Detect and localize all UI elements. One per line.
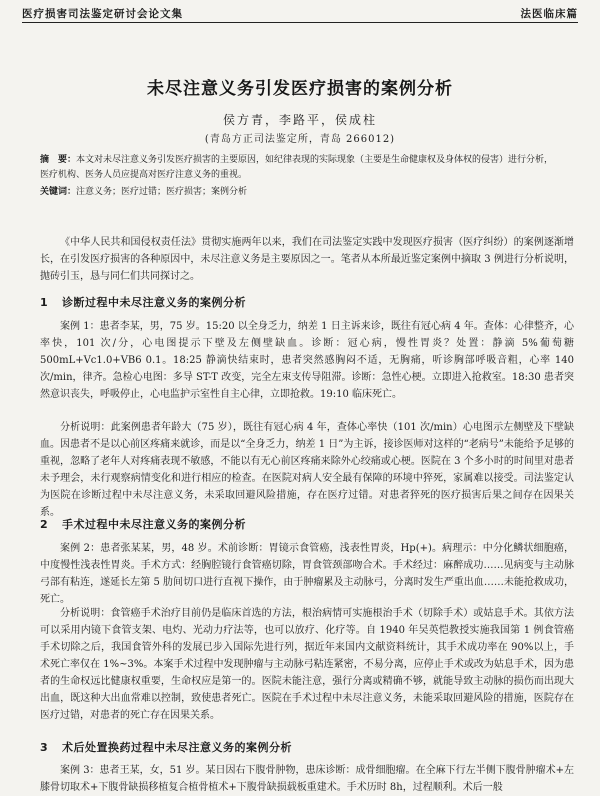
abstract-label: 摘 要： <box>40 155 77 165</box>
running-header-right: 法医临床篇 <box>520 8 578 20</box>
section-3-number: 3 <box>40 741 49 754</box>
keywords-text: 注意义务；医疗过错；医疗损害；案例分析 <box>76 187 248 197</box>
section-2-paragraph-1: 案例 2：患者张某某，男，48 岁。术前诊断：胃镜示食管癌，浅表性胃炎，Hp(+)。病理示：中分化鳞状细胞癌，中度慢性浅表性胃炎。手术方式：经胸腔镜行食管癌切除，胃食管颈部吻合术。手术经过：麻醉成功……见病变与主动脉弓部有粘连，遂延长左第 5 肋间切口进行直视下操作，由于肿瘤累及主动脉弓，分离时发生严重出血……未能抢救成功，死亡。 <box>40 543 574 605</box>
abstract <box>40 153 560 183</box>
section-1-paragraph-1: 案例 1：患者李某，男，75 岁。15:20 以全身乏力，纳差 1 日主诉来诊，既往有冠心病 4 年。查体：心律整齐，心率快，101 次/分，心电图提示下壁及左侧壁缺血。诊断：冠心病，慢性胃炎？处置：静滴 5%葡萄糖 500mL+Vc1.0+VB6 0.1。18:25 静滴快结束时，患者突然感胸闷不适，无胸痛，听诊胸部呼吸音粗，心率 140 次/min，律齐。急检心电图：多导 ST-T 改变，完全左束支传导阻滞。诊断：急性心梗。立即进入抢救室。18:30 患者突然意识丧失，呼吸停止，心电监护示室性自主心律，立即抢救。19:10 临床死亡。 <box>40 321 574 400</box>
keywords <box>40 185 560 199</box>
article-authors: 侯方青，李路平，侯成柱 <box>222 113 377 127</box>
section-1-heading <box>40 294 574 310</box>
intro-paragraph: 《中华人民共和国侵权责任法》贯彻实施两年以来，我们在司法鉴定实践中发现医疗损害（医疗纠纷）的案例逐渐增长，在引发医疗损害的各种原因中，未尽注意义务是主要原因之一。笔者从本所最近鉴定案例中摘取 3 例进行分析说明，抛砖引玉，恳与同仁们共同探讨之。 <box>40 237 574 282</box>
article-affiliation: (青岛方正司法鉴定所，青岛 266012) <box>204 134 396 145</box>
header-rule <box>22 22 578 23</box>
running-header <box>22 6 578 22</box>
section-1-paragraph-2: 分析说明：此案例患者年龄大（75 岁），既往有冠心病 4 年，查体心率快（101 次/min）心电图示左侧壁及下壁缺血。因患者不是以心前区疼痛来就诊，而是以“全身乏力，纳差 1 日”为主诉，接诊医师对这样的“老病号”未能给予足够的重视，忽略了老年人对疼痛表现不敏感，不能以有无心前区疼痛来除外心绞痛或心梗。医院在 3 个多小时的时间里对患者未予理会，未行观察病情变化和进行相应的检查。在医院对病人安全最有保障的环境中猝死，家属难以接受。司法鉴定认为医院在诊断过程中未尽注意义务，未采取回避风险措施，存在医疗过错。对患者猝死的医疗损害后果之间存在因果关系。 <box>40 422 574 518</box>
section-2-number: 2 <box>40 518 49 531</box>
section-1-title: 诊断过程中未尽注意义务的案例分析 <box>62 296 246 309</box>
section-3-heading <box>40 739 574 755</box>
section-2-heading <box>40 516 574 532</box>
section-2-title: 手术过程中未尽注意义务的案例分析 <box>62 518 246 531</box>
article-title: 未尽注意义务引发医疗损害的案例分析 <box>147 79 453 99</box>
running-header-left: 医疗损害司法鉴定研讨会论文集 <box>22 8 183 20</box>
section-2-paragraph-2: 分析说明：食管癌手术治疗目前仍是临床首选的方法，根治病情可实施根治手术（切除手术）或姑息手术。其依方法可以采用内镜下食管支架、电灼、光动力疗法等，也可以放疗、化疗等。自 1940 年吴英恺教授实施我国第 1 例食管癌手术切除之后，我国食管外科的发展已步入国际先进行列，据近年来国内文献资料统计，其手术成功率在 90%以上，手术死亡率仅在 1%~3%。本案手术过程中发现肿瘤与主动脉弓粘连紧密，不易分离，应停止手术或改为姑息手术，因为患者的生命权远比健康权重要，生命权应是第一的。医院未能注意，强行分离或精确不够，就能导致主动脉的损伤而出现大出血，既这种大出血常难以控制，致使患者死亡。医院在手术过程中未尽注意义务，未能采取回避风险的措施，医院存在医疗过错，对患者的死亡存在因果关系。 <box>40 608 574 721</box>
section-3-title: 术后处置换药过程中未尽注意义务的案例分析 <box>62 741 292 754</box>
section-1-number: 1 <box>40 296 49 309</box>
keywords-label: 关键词： <box>40 187 77 197</box>
abstract-text: 本文对未尽注意义务引发医疗损害的主要原因，如纪律表现的实际现象（主要是生命健康权及身体权的侵害）进行分析，医疗机构、医务人员应提高对医疗注意义务的重视。 <box>40 155 554 180</box>
section-3-paragraph-1: 案例 3：患者王某，女，51 岁。某日因右下腹骨肿物，患床诊断：成骨细胞瘤。在全麻下行左半侧下腹骨肿瘤术+左膝骨切取术+下腹骨缺损移植复合植骨植术+下腹骨缺损载板重建术。手术历时 8h，过程顺利。术后一般 <box>40 765 574 793</box>
